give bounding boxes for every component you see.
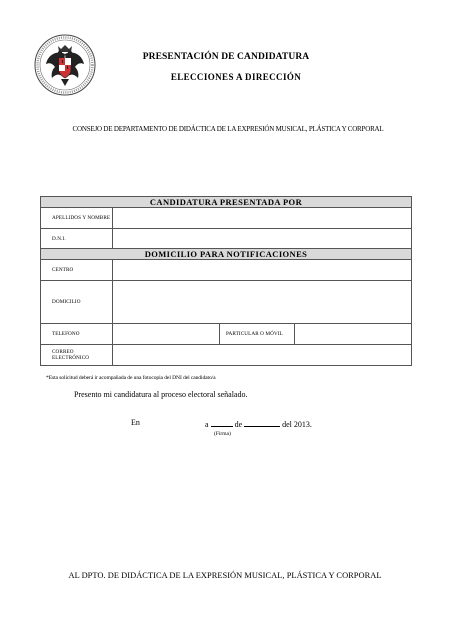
date-line xyxy=(205,418,312,429)
apellidos-nombre-field[interactable] xyxy=(113,208,412,229)
candidature-form-table xyxy=(40,196,412,366)
telefono-label: TELEFONO xyxy=(41,324,113,345)
candidature-statement: Presento mi candidatura al proceso electoral señalado. xyxy=(74,390,248,399)
apellidos-nombre-label: APELLIDOS Y NOMBRE xyxy=(41,208,113,229)
document-subtitle: ELECCIONES A DIRECCIÓN xyxy=(170,72,302,82)
dni-copy-note: *Esta solicitud deberá ir acompañada de una fotocopia del DNI del candidato/a xyxy=(46,375,216,381)
centro-field[interactable] xyxy=(113,260,412,281)
university-seal-logo xyxy=(34,34,96,96)
day-blank[interactable] xyxy=(211,418,233,427)
movil-field[interactable] xyxy=(295,324,412,345)
email-field[interactable] xyxy=(113,345,412,366)
year-text: del 2013. xyxy=(282,420,312,429)
month-blank[interactable] xyxy=(244,418,280,427)
domicilio-field[interactable] xyxy=(113,281,412,324)
addressee-footer: AL DPTO. DE DIDÁCTICA DE LA EXPRESIÓN MUSICAL, PLÁSTICA Y CORPORAL xyxy=(68,571,382,580)
signature-label: (Firma) xyxy=(214,431,231,437)
centro-label: CENTRO xyxy=(41,260,113,281)
dni-label: D.N.I. xyxy=(41,229,113,249)
place-prefix: En xyxy=(131,418,140,427)
domicilio-label: DOMICILIO xyxy=(41,281,113,324)
date-de-label: de xyxy=(234,420,243,429)
section-header-domicilio: DOMICILIO PARA NOTIFICACIONES xyxy=(41,249,412,260)
telefono-field[interactable] xyxy=(113,324,220,345)
dni-field[interactable] xyxy=(113,229,412,249)
email-label: CORREO ELECTRÓNICO xyxy=(41,345,113,366)
department-name: CONSEJO DE DEPARTAMENTO DE DIDÁCTICA DE LA EXPRESIÓN MUSICAL, PLÁSTICA Y CORPORAL xyxy=(72,125,384,133)
movil-label: PARTICULAR O MÓVIL xyxy=(220,324,295,345)
document-title: PRESENTACIÓN DE CANDIDATURA xyxy=(142,52,310,62)
section-header-candidatura: CANDIDATURA PRESENTADA POR xyxy=(41,197,412,208)
date-a-label: a xyxy=(205,420,209,429)
